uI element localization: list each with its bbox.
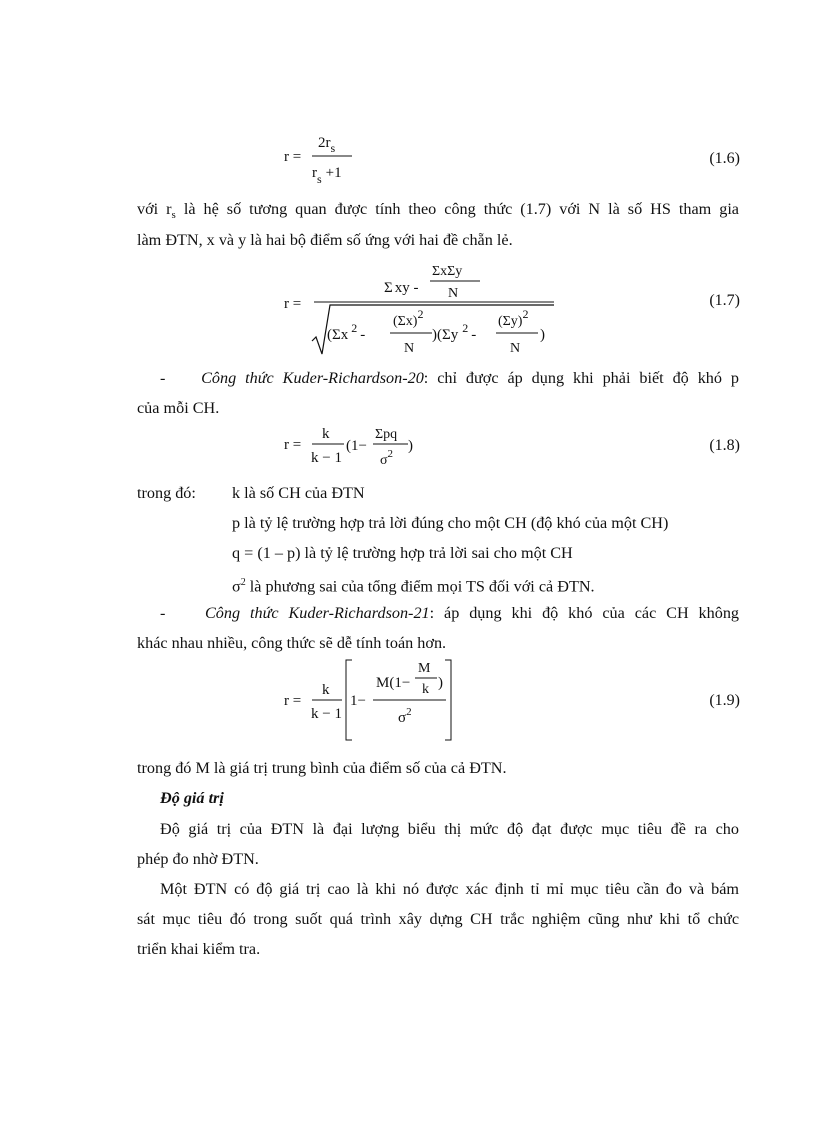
eq17-den-frac2-bottom: N xyxy=(510,341,521,356)
paragraph-line: triển khai kiểm tra. xyxy=(137,940,261,958)
equation-number-1-8: (1.8) xyxy=(709,437,740,454)
eq18-k: k xyxy=(322,426,330,442)
eq17-den-close: ) xyxy=(540,327,545,343)
eq18-k-minus-1: k − 1 xyxy=(311,450,342,466)
eq19-k-minus-1: k − 1 xyxy=(311,706,342,722)
paragraph-line: trong đó M là giá trị trung bình của điểm số của cả ĐTN. xyxy=(137,759,507,777)
section-heading: Độ giá trị xyxy=(160,789,224,807)
where-p: p là tỷ lệ trường hợp trả lời đúng cho một CH (độ khó của một CH) xyxy=(232,514,669,532)
where-label: trong đó: xyxy=(137,484,196,502)
eq16-num: $2r_s$ xyxy=(318,135,336,155)
equation-number-1-7: (1.7) xyxy=(709,292,740,309)
eq18-spq: Σpq xyxy=(375,427,398,442)
eq19-k-small: k xyxy=(422,682,429,697)
eq19-M: M xyxy=(418,661,431,676)
eq18-close: ) xyxy=(408,438,413,454)
eq19-m-close: ) xyxy=(438,675,443,691)
eq17-den-frac2-top: (Σy)2 xyxy=(498,307,529,329)
eq17-lhs: r = xyxy=(284,296,302,312)
where-q: q = (1 – p) là tỷ lệ trường hợp trả lời sai cho một CH xyxy=(232,544,573,562)
paragraph-line: Độ giá trị của ĐTN là đại lượng biểu thị mức độ đạt được mục tiêu đề ra cho xyxy=(160,820,739,838)
eq17-den-mid: )(Σy $^2$ - xyxy=(432,321,477,343)
eq19-k: k xyxy=(322,682,330,698)
eq18-lhs: r = xyxy=(284,437,302,453)
eq16-lhs: r = xyxy=(284,149,302,165)
eq17-den-open: (Σx $^2$ - xyxy=(327,321,366,343)
eq17-den-frac1-bottom: N xyxy=(404,341,415,356)
paragraph-line: của mỗi CH. xyxy=(137,399,220,417)
eq19-m-open: M(1− xyxy=(376,675,411,691)
eq17-num-sum: Σ xy - xyxy=(384,280,419,296)
paragraph-line: sát mục tiêu đó trong suốt quá trình xây dựng CH trắc nghiệm cũng như khi tổ chức xyxy=(137,910,739,928)
equation-number-1-9: (1.9) xyxy=(709,692,740,709)
equation-1-6 xyxy=(280,128,400,192)
eq17-den-frac1-top: (Σx)2 xyxy=(393,307,424,329)
eq16-den: $r_s +1$ xyxy=(312,165,342,186)
eq19-sigma: $\sigma^2$ xyxy=(398,706,412,726)
paragraph-line: làm ĐTN, x và y là hai bộ điểm số ứng với hai đề chẵn lẻ. xyxy=(137,231,513,249)
equation-number-1-6: (1.6) xyxy=(709,150,740,167)
paragraph-line: với $r_s$ là hệ số tương quan được tính theo công thức (1.7) với N là số HS tham gia xyxy=(137,200,739,222)
paragraph-line: khác nhau nhiều, công thức sẽ dễ tính toán hơn. xyxy=(137,634,447,652)
paragraph-line: Một ĐTN có độ giá trị cao là khi nó được xác định tỉ mỉ mục tiêu cần đo và bám xyxy=(160,880,739,898)
paragraph-line: phép đo nhờ ĐTN. xyxy=(137,850,259,868)
eq17-num-frac-top: ΣxΣy xyxy=(432,264,463,279)
where-sigma: $\sigma^2$ là phương sai của tổng điểm mọi TS đối với cả ĐTN. xyxy=(232,577,595,596)
equation-1-7 xyxy=(280,257,570,361)
eq19-lhs: r = xyxy=(284,693,302,709)
eq18-open: (1− xyxy=(346,438,367,454)
eq18-sigma: $\sigma^2$ xyxy=(380,448,394,468)
eq19-one-minus: 1− xyxy=(350,693,366,709)
equation-1-9 xyxy=(280,656,470,746)
equation-1-8 xyxy=(280,420,440,472)
eq17-num-frac-bottom: N xyxy=(448,286,459,301)
kr21-line: - Công thức Kuder-Richardson-21: áp dụng khi độ khó của các CH không xyxy=(160,604,740,622)
kr20-line: - Công thức Kuder-Richardson-20: chỉ được áp dụng khi phải biết độ khó p xyxy=(160,369,739,387)
where-k: k là số CH của ĐTN xyxy=(232,484,365,502)
